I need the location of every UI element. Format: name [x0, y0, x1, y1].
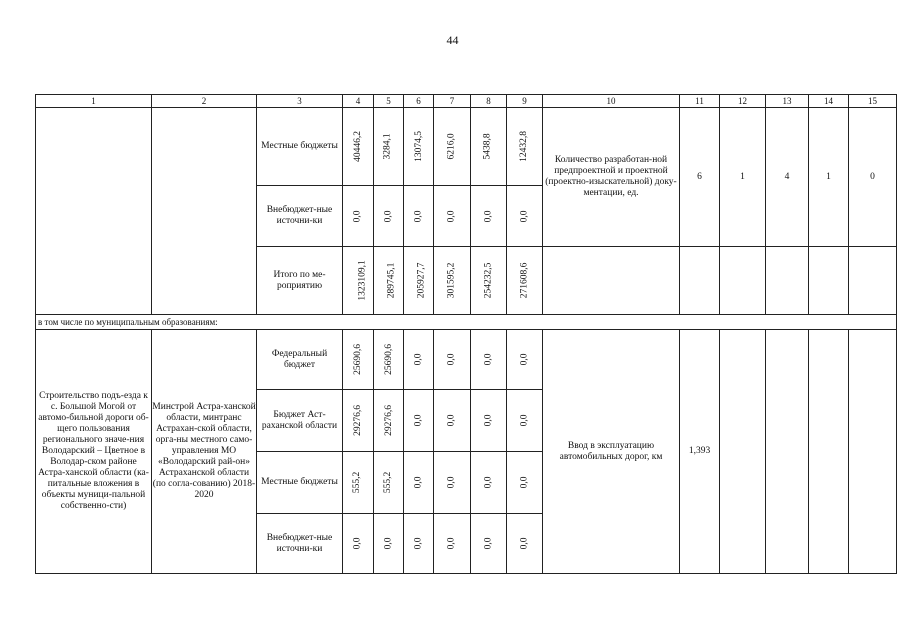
value: 0,0 [446, 210, 457, 222]
section-label: в том числе по муниципальным образованиям: [36, 315, 897, 330]
value: 0,0 [413, 210, 424, 222]
value-cell [471, 186, 507, 247]
value: 0,0 [413, 537, 424, 550]
value-cell [471, 330, 507, 390]
value-cell [343, 186, 374, 247]
value: 0,0 [519, 537, 530, 550]
value: 3284,1 [383, 133, 394, 160]
object-name: Строительство подъ-езда к с. Большой Могой от автомо-бильной дороги об-щего пользования регионального значе-ния Володарский – Цветное в Володар-ском районе Астра-ханской области (ка-питальные вложения в объекты муници-пальной собственно-сти) [36, 330, 152, 574]
value-cell [404, 390, 434, 452]
funding-source: Бюджет Аст-раханской области [257, 390, 343, 452]
value: 0,0 [519, 476, 530, 489]
value: 0,0 [483, 537, 494, 550]
indicator-value: 1 [809, 108, 849, 247]
value: 25690,6 [352, 344, 363, 375]
value: 1323109,1 [357, 260, 368, 301]
column-number: 14 [809, 95, 849, 108]
indicator-value: 6 [680, 108, 720, 247]
value: 0,0 [483, 210, 494, 222]
funding-source: Внебюджет-ные источни-ки [257, 186, 343, 247]
value-cell [434, 452, 471, 514]
value-cell [434, 514, 471, 574]
column-number: 10 [543, 95, 680, 108]
empty-cell [720, 247, 766, 315]
value: 0,0 [483, 414, 494, 427]
value: 555,2 [352, 471, 363, 494]
empty-cell [809, 247, 849, 315]
funding-source: Итого по ме-роприятию [257, 247, 343, 315]
value-cell [404, 330, 434, 390]
value: 271608,6 [519, 262, 530, 299]
value: 5438,8 [483, 133, 494, 160]
value: 29276,6 [352, 405, 363, 436]
value: 0,0 [519, 210, 530, 222]
value-cell [471, 390, 507, 452]
value: 0,0 [483, 353, 494, 366]
empty-cell [849, 330, 897, 574]
value-cell [343, 452, 374, 514]
funding-source: Местные бюджеты [257, 452, 343, 514]
value-cell [374, 452, 404, 514]
value: 0,0 [483, 476, 494, 489]
column-number: 11 [680, 95, 720, 108]
value: 205927,7 [416, 262, 427, 299]
column-number-row [36, 95, 897, 108]
column-number: 9 [507, 95, 543, 108]
indicator-value: 0 [849, 108, 897, 247]
value-cell [374, 247, 404, 315]
empty-cell [680, 247, 720, 315]
value: 0,0 [413, 476, 424, 489]
indicator-value: 1,393 [680, 330, 720, 574]
value: 29276,6 [383, 405, 394, 436]
empty-cell [543, 247, 680, 315]
empty-cell [809, 330, 849, 574]
value-cell [404, 186, 434, 247]
value-cell [507, 108, 543, 186]
value: 0,0 [383, 210, 394, 222]
value-cell [471, 514, 507, 574]
value-cell [343, 330, 374, 390]
value: 0,0 [352, 537, 363, 550]
empty-cell [766, 330, 809, 574]
value: 0,0 [413, 353, 424, 366]
value-cell [343, 390, 374, 452]
value-cell [471, 108, 507, 186]
column-number: 3 [257, 95, 343, 108]
value-cell [343, 247, 374, 315]
value-cell [434, 390, 471, 452]
value-cell [343, 108, 374, 186]
value-cell [374, 390, 404, 452]
value: 0,0 [383, 537, 394, 550]
value: 0,0 [446, 353, 457, 366]
value-cell [404, 108, 434, 186]
value: 555,2 [383, 471, 394, 494]
value-cell [507, 247, 543, 315]
value-cell [507, 514, 543, 574]
value: 40446,2 [352, 131, 363, 162]
indicator-value: 1 [720, 108, 766, 247]
funding-source: Местные бюджеты [257, 108, 343, 186]
indicator-name: Ввод в эксплуатацию автомобильных дорог, км [543, 330, 680, 574]
value-cell [434, 330, 471, 390]
value-cell [471, 452, 507, 514]
value-cell [507, 390, 543, 452]
executor-cell-empty [152, 108, 257, 315]
value-cell [404, 514, 434, 574]
indicator-value: 4 [766, 108, 809, 247]
column-number: 6 [404, 95, 434, 108]
column-number: 4 [343, 95, 374, 108]
program-table [35, 94, 897, 574]
funding-source: Федеральный бюджет [257, 330, 343, 390]
value: 25690,6 [383, 344, 394, 375]
column-number: 13 [766, 95, 809, 108]
value-cell [374, 108, 404, 186]
column-number: 5 [374, 95, 404, 108]
value: 254232,5 [483, 262, 494, 299]
value-cell [471, 247, 507, 315]
value: 0,0 [413, 414, 424, 427]
value: 6216,0 [446, 133, 457, 160]
value-cell [404, 452, 434, 514]
value: 12432,8 [519, 131, 530, 162]
value: 0,0 [519, 353, 530, 366]
value: 301595,2 [446, 262, 457, 299]
value: 0,0 [446, 414, 457, 427]
value-cell [374, 514, 404, 574]
empty-cell [766, 247, 809, 315]
value: 0,0 [519, 414, 530, 427]
column-number: 1 [36, 95, 152, 108]
column-number: 12 [720, 95, 766, 108]
value-cell [434, 247, 471, 315]
page-number: 44 [446, 33, 459, 47]
value-cell [507, 330, 543, 390]
value-cell [434, 108, 471, 186]
indicator-name: Количество разработан-ной предпроектной и проектной (проектно-изыскательной) доку-ментации, ед. [543, 108, 680, 247]
value-cell [507, 452, 543, 514]
section-row [36, 315, 897, 330]
value-cell [404, 247, 434, 315]
value-cell [507, 186, 543, 247]
executor-name: Минстрой Астра-ханской области, минтранс Астрахан-ской области, орга-ны местного само-управления МО «Володарский рай-он» Астраханской области (по согла-сованию) 2018-2020 [152, 330, 257, 574]
column-number: 7 [434, 95, 471, 108]
value: 289745,1 [386, 262, 397, 299]
value-cell [374, 330, 404, 390]
value: 0,0 [352, 210, 363, 222]
value-cell [374, 186, 404, 247]
empty-cell [849, 247, 897, 315]
value: 0,0 [446, 476, 457, 489]
column-number: 15 [849, 95, 897, 108]
column-number: 8 [471, 95, 507, 108]
column-number: 2 [152, 95, 257, 108]
object-cell-empty [36, 108, 152, 315]
value-cell [434, 186, 471, 247]
table-row [36, 330, 897, 390]
table-row [36, 108, 897, 186]
value: 0,0 [446, 537, 457, 550]
value-cell [343, 514, 374, 574]
funding-source: Внебюджет-ные источни-ки [257, 514, 343, 574]
empty-cell [720, 330, 766, 574]
value: 13074,5 [413, 131, 424, 162]
